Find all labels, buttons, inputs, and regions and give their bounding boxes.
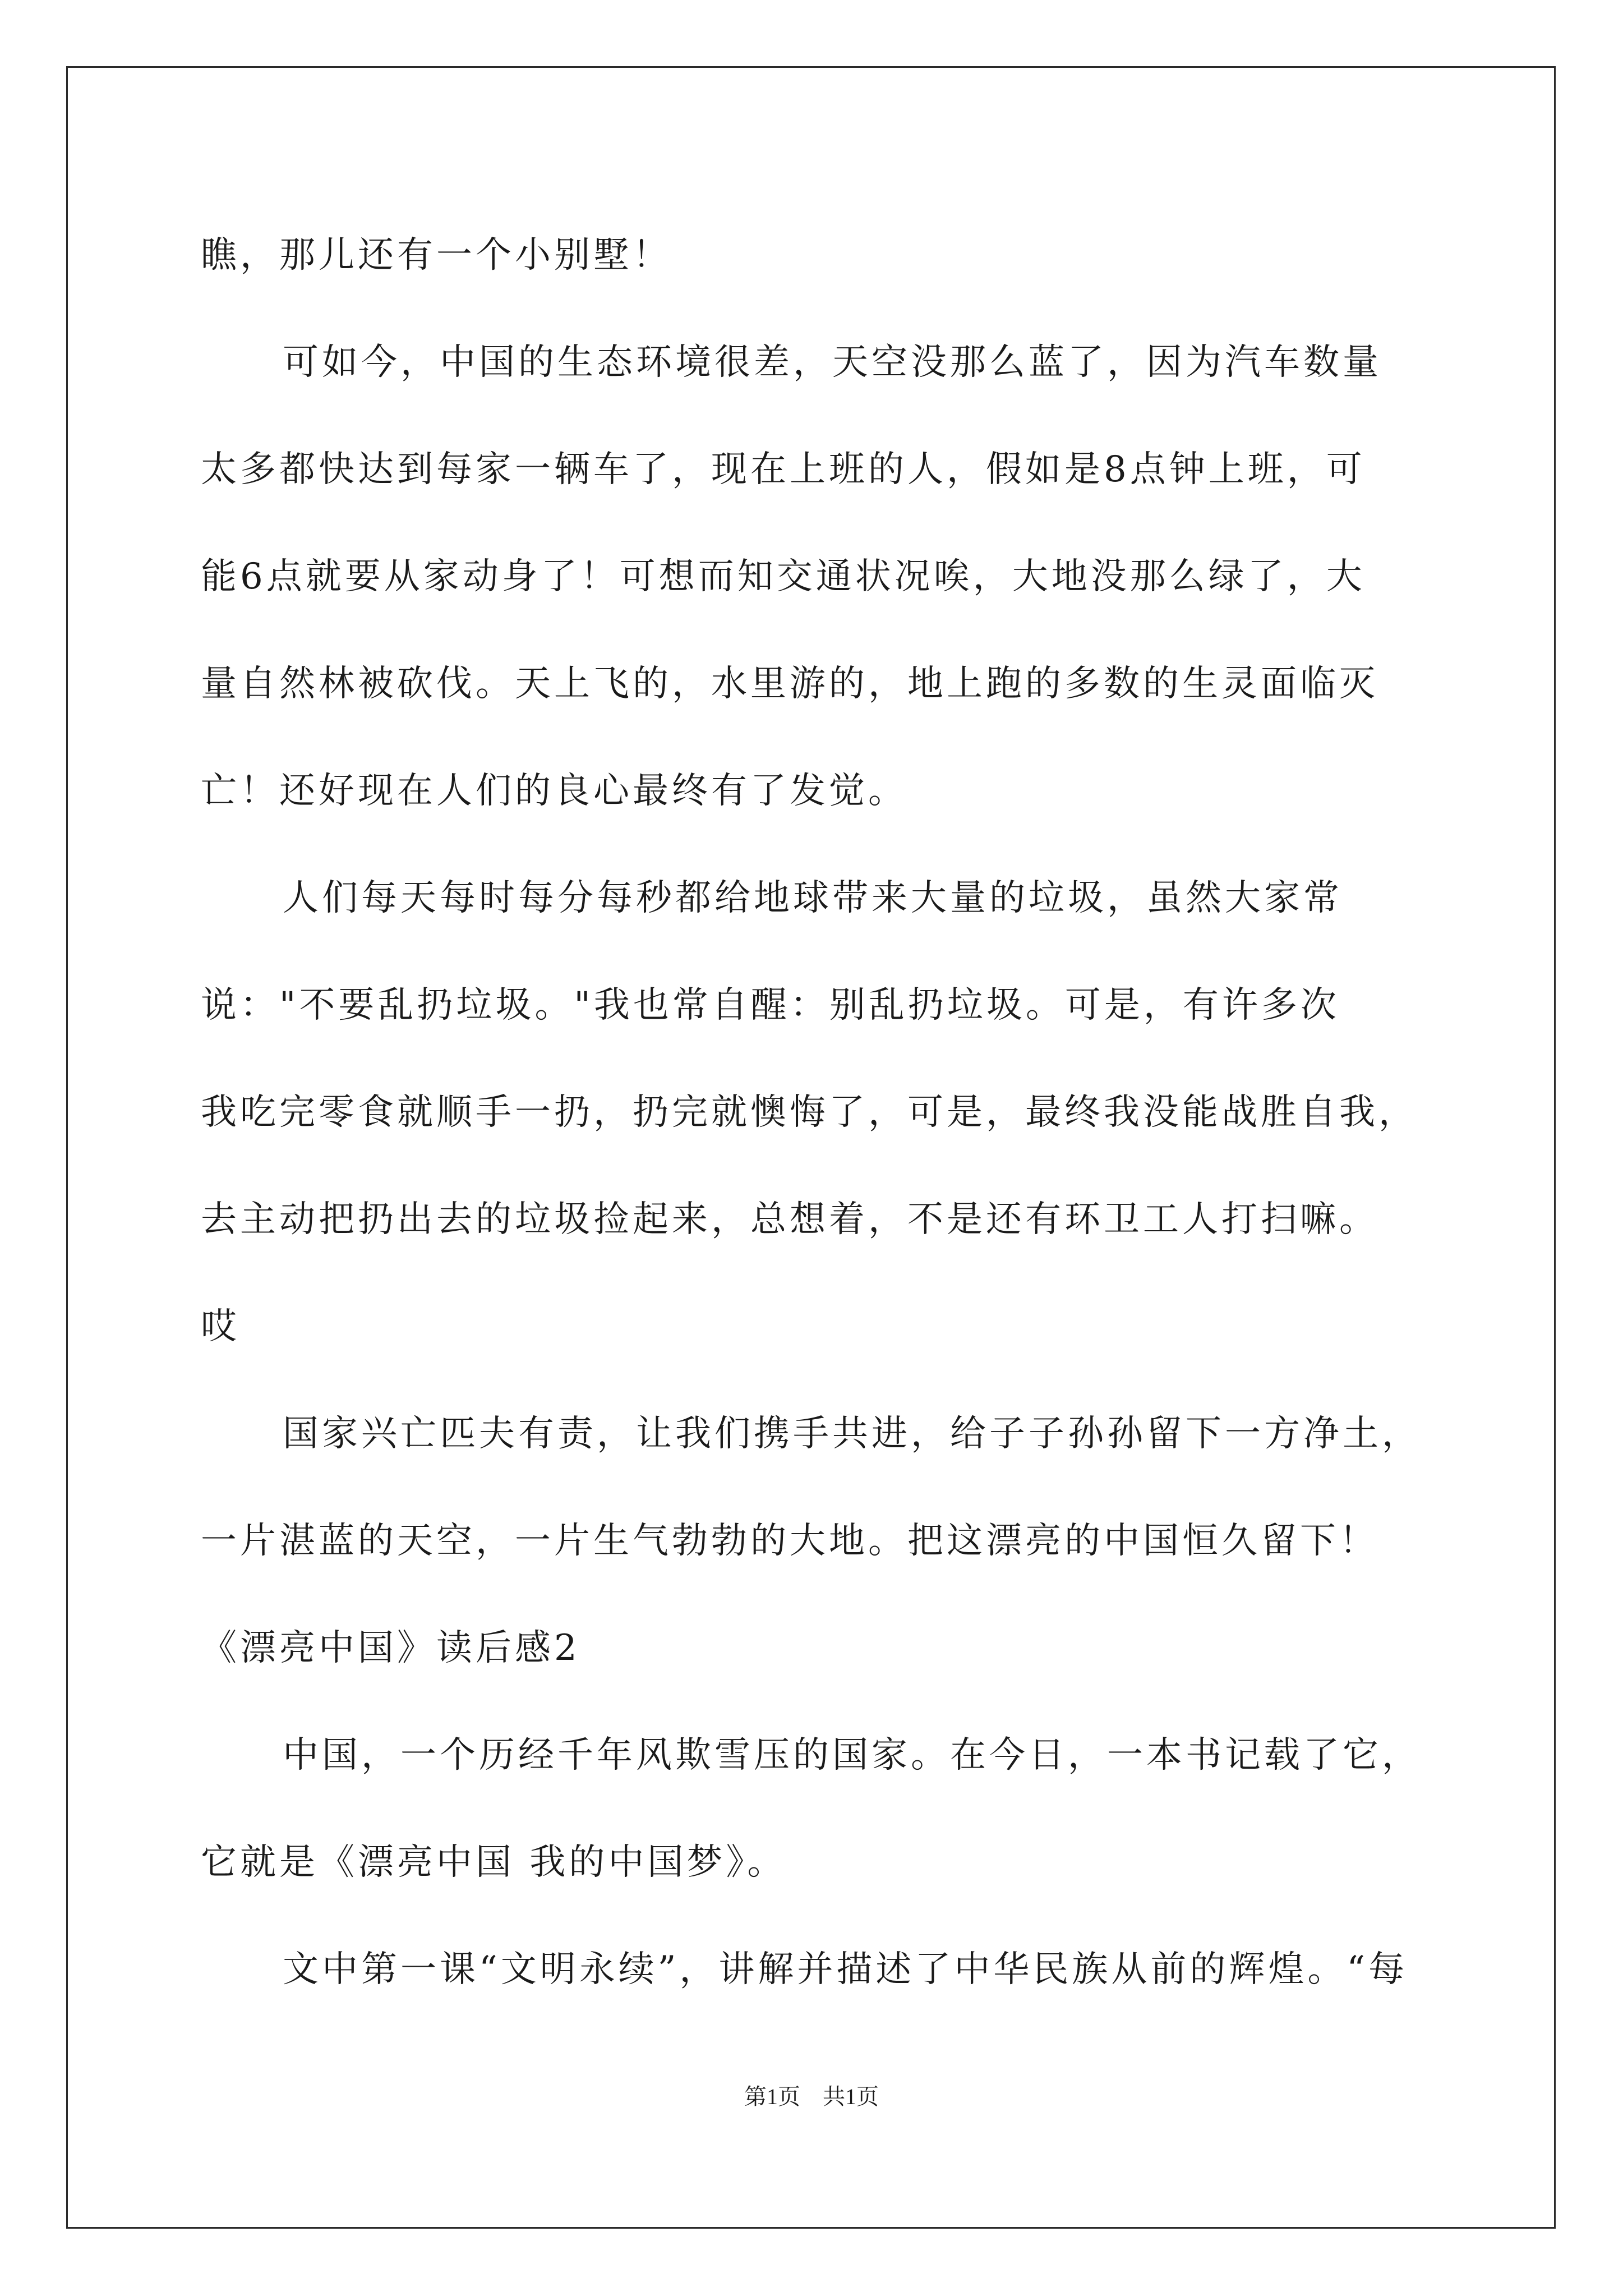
text-line: 一片湛蓝的天空，一片生气勃勃的大地。把这漂亮的中国恒久留下！ xyxy=(201,1520,1378,1562)
text-line: 太多都快达到每家一辆车了，现在上班的人，假如是8点钟上班，可 xyxy=(201,449,1366,490)
text-line: 国家兴亡匹夫有责，让我们携手共进，给子子孙孙留下一方净土， xyxy=(283,1413,1421,1455)
text-line: 《漂亮中国》读后感2 xyxy=(201,1627,580,1669)
text-line: 瞧，那儿还有一个小别墅！ xyxy=(201,234,672,276)
text-line: 它就是《漂亮中国 我的中国梦》。 xyxy=(201,1842,787,1883)
document-body xyxy=(201,202,1423,2023)
text-line: 说："不要乱扔垃圾。"我也常自醒：别乱扔垃圾。可是，有许多次 xyxy=(201,984,1340,1026)
text-line: 去主动把扔出去的垃圾捡起来，总想着，不是还有环卫工人打扫嘛。 xyxy=(201,1199,1378,1240)
text-line: 亡！还好现在人们的良心最终有了发觉。 xyxy=(201,770,907,812)
text-line: 能6点就要从家动身了！可想而知交通状况唉，大地没那么绿了，大 xyxy=(201,556,1366,597)
text-line: 我吃完零食就顺手一扔，扔完就懊悔了，可是，最终我没能战胜自我， xyxy=(201,1092,1418,1133)
text-line: 文中第一课“文明永续”，讲解并描述了中华民族从前的辉煌。“每 xyxy=(283,1949,1408,1990)
text-line: 哎 xyxy=(201,1306,240,1347)
text-line: 量自然林被砍伐。天上飞的，水里游的，地上跑的多数的生灵面临灭 xyxy=(201,663,1378,705)
text-line: 人们每天每时每分每秒都给地球带来大量的垃圾，虽然大家常 xyxy=(283,877,1343,919)
page-footer: 第1页 共1页 xyxy=(744,2084,879,2109)
text-line: 中国，一个历经千年风欺雪压的国家。在今日，一本书记载了它， xyxy=(283,1734,1421,1776)
text-line: 可如今，中国的生态环境很差，天空没那么蓝了，因为汽车数量 xyxy=(283,342,1382,383)
